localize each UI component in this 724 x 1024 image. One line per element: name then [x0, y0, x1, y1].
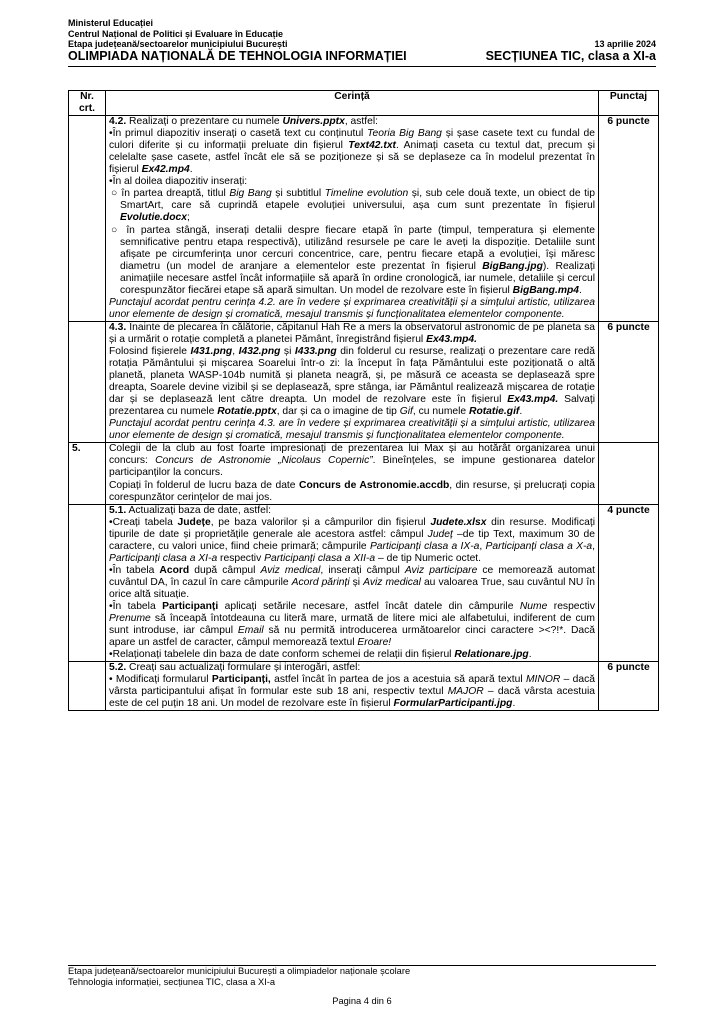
- section-title: SECȚIUNEA TIC, clasa a XI-a: [485, 48, 656, 63]
- footer-line-2: Tehnologia informației, secțiunea TIC, clasa a XI-a: [68, 977, 276, 987]
- row-nr: [69, 116, 106, 322]
- points-4-2: 6 puncte: [599, 116, 659, 322]
- page-number: Pagina 4 din 6: [332, 996, 392, 1006]
- task-5-1: 5.1. Actualizați baza de date, astfel: •Creați tabela Județe, pe baza valorilor și a câmpurilor din fișierul Judete.xlsx din resurse. Modificați tipurile de date și proprietățile generale ale acestora astfel: câmpul Județ –de tip Text, maximum 30 de caractere, cu valori unice, fiind cheie primară; câmpurile Participanți clasa a IX-a, Participanți clasa a X-a, Participanți clasa a XI-a respectiv Participanți clasa a XII-a – de tip Numeric octet. •În tabela Acord după câmpul Aviz medical, inserați câmpul Aviz participare ce memorează automat cuvântul DA, în cazul în care câmpurile Acord părinți și Aviz medical au valoarea True, sau cuvântul NU în orice altă situație. •În tabela Participanți aplicați setările necesare, astfel încât datele din câmpurile Nume respectiv Prenume să înceapă întotdeauna cu literă mare, urmată de litere mici ale alfabetului, indiferent de cum sunt introduse, iar câmpul Email să nu permită introducerea următoarelor cinci caractere ><?!*. Dacă apare un astfel de caracter, câmpul memorează textul Eroare! •Relaționați tabelele din baza de date conform schemei de relații din fișierul Relationare.jpg.: [106, 504, 599, 662]
- table-header-row: [69, 91, 659, 116]
- page-header: [68, 18, 656, 67]
- row-nr: [69, 662, 106, 711]
- table-row: [69, 662, 659, 711]
- requirements-table: [68, 90, 659, 711]
- stage-name: Etapa județeană/sectoarelor municipiului București: [68, 39, 288, 49]
- row-nr: [69, 504, 106, 662]
- table-row: [69, 443, 659, 504]
- page-footer: [68, 965, 656, 1006]
- points-5-1: 4 puncte: [599, 504, 659, 662]
- task-4-3: 4.3. Înainte de plecarea în călătorie, căpitanul Hah Re a mers la observatorul astronomic de pe planeta sa și a urmărit o rotație completă a planetei Pământ, înregistrând fișierul Ex43.mp4. Folosind fișierele I431.png, I432.png și I433.png din folderul cu resurse, realizați o prezentare care redă rotația Pământului și mișcarea Soarelui într-o zi: la început în fața Pământului este poziționată o altă planetă, planeta WASP-104b numită și planeta neagră, și, pe măsură ce aceasta se deplasează spre dreapta, Soarele devine vizibil și se deplasează, spre stânga, iar Pământul realizează mișcarea de rotație dar și se deplasează lent către dreapta. Un model de rezolvare este în fișierul Ex43.mp4. Salvați prezentarea cu numele Rotatie.pptx, dar și ca o imagine de tip Gif, cu numele Rotatie.gif. Punctajul acordat pentru cerința 4.3. are în vedere și exprimarea creativității și a simțului artistic, utilizarea unor elemente de design și cromatică, mesajul transmis și funcționalitatea elementelor componente.: [106, 321, 599, 442]
- points-empty: [599, 443, 659, 504]
- col-nr-header: Nr. crt.: [69, 91, 106, 116]
- task-4-2: 4.2. Realizați o prezentare cu numele Univers.pptx, astfel: •În primul diapozitiv inserați o casetă text cu conținutul Teoria Big Bang și șase casete text cu fundal de culori diferite și cu informații preluate din fișierul Text42.txt. Animați caseta cu textul dat, precum și celelalte șase casete, astfel încât ele să se poziționeze și să se deplaseze ca în modelul prezentat în fișierul Ex42.mp4. •În al doilea diapozitiv inserați: ○ în partea dreaptă, titlul Big Bang și subtitlul Timeline evolution și, sub cele două texte, un obiect de tip SmartArt, care să cuprindă etapele evoluției universului, așa cum sunt prezentate în fișierul Evolutie.docx; ○ în partea stângă, inserați detalii despre fiecare etapă în parte (timpul, temperatura și elemente semnificative pentru etapa respectivă), utilizând resursele pe care le aveți la dispoziție. Detaliile sunt afișate pe circumferința unor cercuri concentrice, care, pentru fiecare etapă a evoluției, își măresc diametru (un model de aranjare a elementelor este prezentat în fișierul BigBang.jpg). Realizați animațiile necesare astfel încât informațiile să apară în ordine cronologică, iar numele, detaliile și cercul corespunzător fiecărei etape să apară simultan. Un model de rezolvare este în fișierul BigBang.mp4. Punctajul acordat pentru cerința 4.2. are în vedere și exprimarea creativității și a simțului artistic, utilizarea unor elemente de design și cromatică, mesajul transmis și funcționalitatea elementelor componente.: [106, 116, 599, 322]
- olympiad-title: OLIMPIADA NAȚIONALĂ DE TEHNOLOGIA INFORMAȚIEI: [68, 48, 407, 63]
- center-name: Centrul Național de Politici și Evaluare în Educație: [68, 28, 284, 39]
- task-5-2: 5.2. Creați sau actualizați formulare și interogări, astfel: • Modificați formularul Participanți, astfel încât în partea de jos a acestuia să apară textul MINOR – dacă vârsta participantului afișat în formular este sub 18 ani, respectiv textul MAJOR – dacă vârsta acestuia este de cel puțin 18 ani. Un model de rezolvare este în fișierul FormularParticipanti.jpg.: [106, 662, 599, 711]
- exam-date: 13 aprilie 2024: [594, 39, 656, 49]
- ministry-name: Ministerul Educației: [68, 18, 154, 28]
- row-nr: [69, 321, 106, 442]
- header-divider: [68, 66, 656, 67]
- table-row: [69, 504, 659, 662]
- table-row: [69, 321, 659, 442]
- footer-line-1: Etapa județeană/sectoarelor municipiului București a olimpiadelor naționale școlare: [68, 966, 411, 976]
- table-row: [69, 116, 659, 322]
- col-points-header: Punctaj: [599, 91, 659, 116]
- col-task-header: Cerință: [106, 91, 599, 116]
- task-5-intro: Colegii de la club au fost foarte impresionați de prezentarea lui Max și au hotărât organizarea unui concurs: Concurs de Astronomie „Nicolaus Copernic”. Bineînțeles, se impune gestionarea datelor participanților la concurs. Copiați în folderul de lucru baza de date Concurs de Astronomie.accdb, din resurse, și prelucrați copia corespunzător cerințelor de mai jos.: [106, 443, 599, 504]
- points-4-3: 6 puncte: [599, 321, 659, 442]
- points-5-2: 6 puncte: [599, 662, 659, 711]
- row-nr-5: 5.: [69, 443, 106, 504]
